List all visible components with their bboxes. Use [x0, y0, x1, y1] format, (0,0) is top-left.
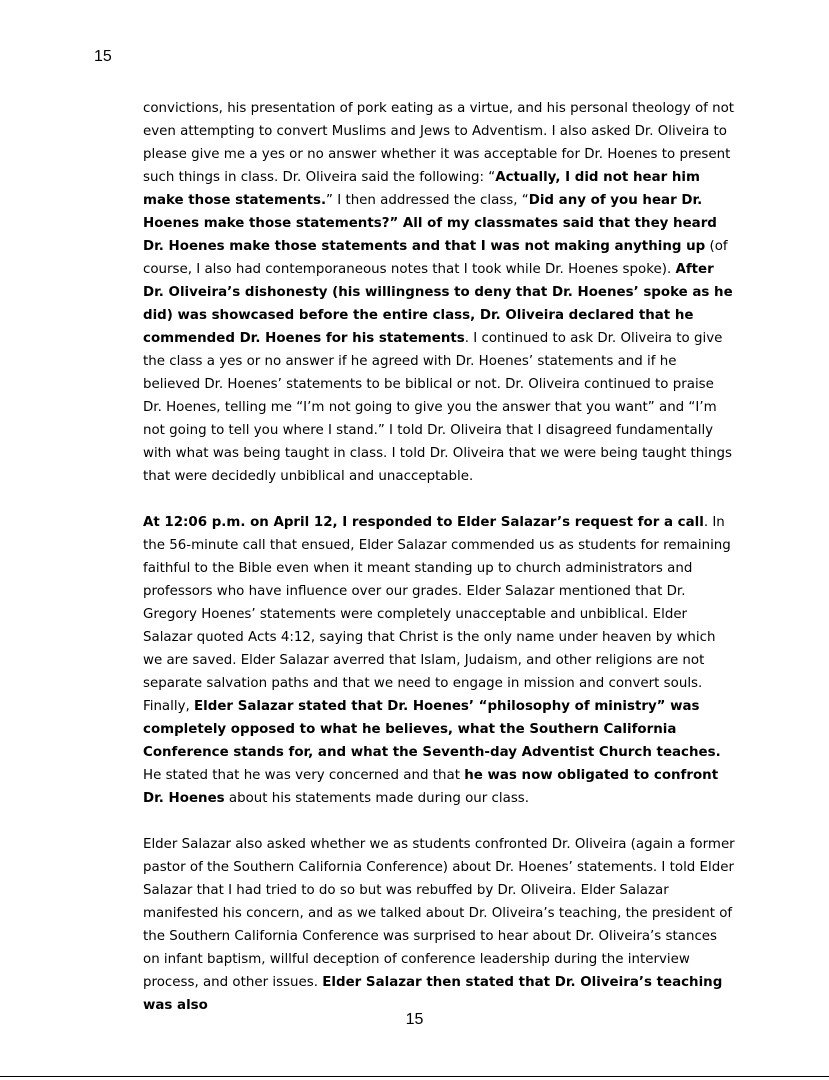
bold-text-segment: Elder Salazar then stated that Dr. Oliveira’s teaching was also	[143, 975, 723, 1013]
bold-text-segment: he was now obligated to confront Dr. Hoenes	[143, 768, 719, 806]
text-segment: ” I then addressed the class, “	[326, 193, 529, 208]
text-segment: (of course, I also had contemporaneous notes that I took while Dr. Hoenes spoke).	[143, 239, 728, 277]
page-bottom-border	[0, 1076, 829, 1077]
text-segment: about his statements made during our class.	[224, 791, 530, 806]
text-segment: . I continued to ask Dr. Oliveira to give the class a yes or no answer if he agreed with Dr. Hoenes’ statements and if he believed Dr. Hoenes’ statements to be biblical or not. Dr. Oliveira continued to praise Dr. Hoenes, telling me “I’m not going to give you the answer that you want” and “I’m not going to tell you where I stand.” I told Dr. Oliveira that I disagreed fundamentally with what was being taught in class. I told Dr. Oliveira that we were being taught things that were decidedly unbiblical and unacceptable.	[143, 331, 732, 484]
bold-text-segment: Actually, I did not hear him make those statements.	[143, 170, 700, 208]
document-body	[143, 97, 735, 1017]
text-segment: Elder Salazar also asked whether we as students confronted Dr. Oliveira (again a former pastor of the Southern California Conference) about Dr. Hoenes’ statements. I told Elder Salazar that I had tried to do so but was rebuffed by Dr. Oliveira. Elder Salazar manifested his concern, and as we talked about Dr. Oliveira’s teaching, the president of the Southern California Conference was surprised to hear about Dr. Oliveira’s stances on infant baptism, willful deception of conference leadership during the interview process, and other issues.	[143, 837, 735, 990]
text-segment: He stated that he was very concerned and that	[143, 768, 465, 783]
paragraph-3	[143, 833, 735, 1017]
page-number-top: 15	[94, 48, 112, 65]
paragraph-2	[143, 511, 735, 810]
bold-text-segment: Did any of you hear Dr. Hoenes make those statements?” All of my classmates said that they heard Dr. Hoenes make those statements and that I was not making anything up	[143, 193, 717, 254]
bold-text-segment: After Dr. Oliveira’s dishonesty (his willingness to deny that Dr. Hoenes’ spoke as he did) was showcased before the entire class, Dr. Oliveira declared that he commended Dr. Hoenes for his statements	[143, 262, 733, 346]
bold-text-segment: At 12:06 p.m. on April 12, I responded to Elder Salazar’s request for a call	[143, 515, 704, 530]
paragraph-1	[143, 97, 735, 488]
text-segment: . In the 56-minute call that ensued, Elder Salazar commended us as students for remaining faithful to the Bible even when it meant standing up to church administrators and professors who have influence over our grades. Elder Salazar mentioned that Dr. Gregory Hoenes’ statements were completely unacceptable and unbiblical. Elder Salazar quoted Acts 4:12, saying that Christ is the only name under heaven by which we are saved. Elder Salazar averred that Islam, Judaism, and other religions are not separate salvation paths and that we need to engage in mission and convert souls. Finally,	[143, 515, 731, 714]
bold-text-segment: Elder Salazar stated that Dr. Hoenes’ “philosophy of ministry” was completely opposed to what he believes, what the Southern California Conference stands for, and what the Seventh-day Adventist Church teaches.	[143, 699, 721, 760]
page-number-bottom: 15	[405, 1011, 424, 1028]
text-segment: convictions, his presentation of pork eating as a virtue, and his personal theology of not even attempting to convert Muslims and Jews to Adventism. I also asked Dr. Oliveira to please give me a yes or no answer whether it was acceptable for Dr. Hoenes to present such things in class. Dr. Oliveira said the following: “	[143, 101, 735, 185]
